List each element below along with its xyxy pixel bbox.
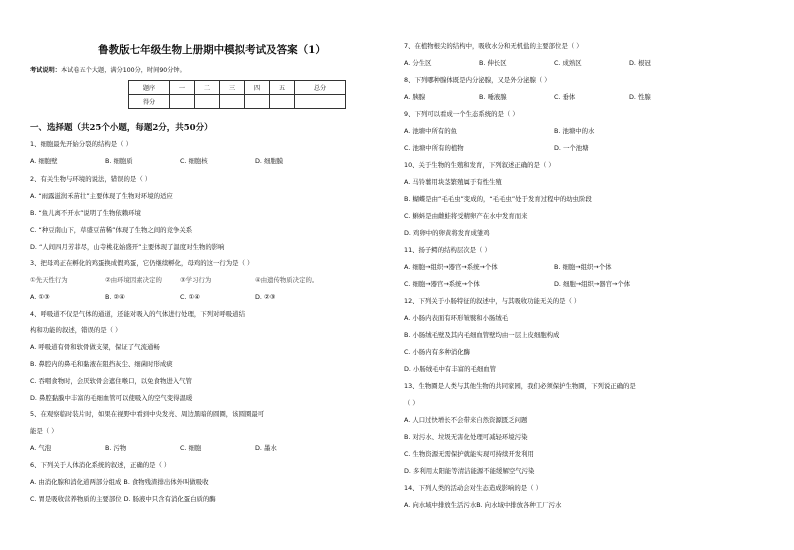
score-cell[interactable] <box>270 95 295 109</box>
option: C. ①④ <box>180 293 200 301</box>
option: D. 鼻腔黏膜中丰富的毛细血管可以使吸入的空气变得温暖 <box>30 394 193 402</box>
options-row <box>30 157 330 166</box>
option: C. 垂体 <box>554 93 576 101</box>
option: A. ①③ <box>30 293 50 301</box>
score-header-cell: 一 <box>170 81 195 95</box>
options-row <box>404 93 704 102</box>
option: D. “人间四月芳菲尽，山寺桃花始盛开”主要体现了温度对生物的影响 <box>30 243 225 251</box>
question: 8、下列哪种腺体既是内分泌腺，又是外分泌腺（ ） <box>404 76 551 84</box>
option: C. 吞咽食物时，会厌软骨会遮住喉口，以免食物进入气管 <box>30 377 192 385</box>
option: D. 一个池塘 <box>554 144 589 152</box>
score-header-cell: 三 <box>220 81 245 95</box>
question: 6、下列关于人体消化系统的叙述，正确的是（ ） <box>30 461 171 469</box>
options-row <box>30 444 330 453</box>
score-cell[interactable] <box>220 95 245 109</box>
option: C. 成熟区 <box>554 59 582 67</box>
option: B. 小肠绒毛壁及其内毛细血管壁均由一层上皮细胞构成 <box>404 331 560 339</box>
option: D. 鸡卵中的卵黄将发育成雏鸡 <box>404 229 490 237</box>
score-cell[interactable] <box>170 95 195 109</box>
option: ②由环境因素决定的 <box>105 276 162 284</box>
option: B. 唾液腺 <box>479 93 507 101</box>
option: A. 细胞壁 <box>30 157 58 165</box>
option: D. 性腺 <box>629 93 651 101</box>
option: C. 细胞 <box>180 444 202 452</box>
option: A. 胰腺 <box>404 93 426 101</box>
option: ③学习行为 <box>180 276 212 284</box>
option: B. 鼻腔内的鼻毛和黏液在阻挡灰尘、细菌时形成痰 <box>30 360 173 368</box>
option: A. 分生区 <box>404 59 432 67</box>
option: A. 气泡 <box>30 444 52 452</box>
note-text: 本试卷五个大题，满分100分，时间90分钟。 <box>60 67 186 74</box>
options-row <box>404 127 704 136</box>
option: B. 细胞质 <box>105 157 133 165</box>
note-label: 考试说明： <box>30 67 61 74</box>
question: 14、下列人类的活动会对生态造成影响的是（ ） <box>404 484 542 492</box>
question: 2、有关生物与环境的说法，错误的是（ ） <box>30 175 152 183</box>
options-row <box>404 280 704 289</box>
option: C. 细胞核 <box>180 157 208 165</box>
option: B. 伸长区 <box>479 59 507 67</box>
option: D. 根冠 <box>629 59 651 67</box>
score-cell[interactable] <box>245 95 270 109</box>
question: 7、在植物根尖的结构中，吸收水分和无机盐的主要部位是（ ） <box>404 42 583 50</box>
question-continued: （ ） <box>404 399 419 407</box>
option: A. 呼吸道有骨和软骨做支架，保证了气流通畅 <box>30 343 160 351</box>
option: B. ②④ <box>105 293 125 301</box>
score-header-cell: 题序 <box>129 81 170 95</box>
score-header-cell: 五 <box>270 81 295 95</box>
options-row <box>404 263 704 272</box>
question: 13、生物圈是人类与其他生物的共同家园，我们必须保护生物圈，下列说正确的是 <box>404 382 636 390</box>
question-continued: 能是（ ） <box>30 427 58 435</box>
options-row <box>30 276 330 285</box>
section-heading: 一、选择题（共25个小题，每题2分，共50分） <box>30 123 213 133</box>
options-row <box>404 144 704 153</box>
option: C. 生物资源无需保护就能实现可持续开发利用 <box>404 450 534 458</box>
option: D. 小肠绒毛中有丰富的毛细血管 <box>404 365 497 373</box>
option: ④由遗传物质决定的。 <box>255 276 319 284</box>
option: A. “雨露滋润禾苗壮”主要体现了生物对环境的适应 <box>30 192 173 200</box>
option: B. 污物 <box>105 444 127 452</box>
option: C. 小肠内有多种消化酶 <box>404 348 471 356</box>
score-cell[interactable] <box>295 95 346 109</box>
score-table <box>128 80 346 109</box>
option: B. 蝴蝶是由“毛毛虫”变成的，“毛毛虫”处于发育过程中的幼虫阶段 <box>404 195 592 203</box>
option: A. 由消化腺和消化道两部分组成 B. 食物残渣排出体外叫做吸收 <box>30 478 209 486</box>
option: A. 向水域中排放生活污水B. 向水域中排放各种工厂污水 <box>404 501 562 509</box>
question: 3、把母鸡正在孵化的鸡蛋换成假鸡蛋，它仍继续孵化，母鸡的这一行为是（ ） <box>30 259 254 267</box>
option: C. 池塘中所有的植物 <box>404 144 464 152</box>
score-row-label: 得分 <box>129 95 170 109</box>
score-header-cell: 四 <box>245 81 270 95</box>
option: A. 小肠内表面有环形皱襞和小肠绒毛 <box>404 314 509 322</box>
score-cell[interactable] <box>195 95 220 109</box>
option: C. 蝌蚪是由雌蛙将受精卵产在水中发育而来 <box>404 212 528 220</box>
question: 1、细胞最先开始分裂的结构是（ ） <box>30 140 132 148</box>
option: B. 池塘中的水 <box>554 127 595 135</box>
question: 9、下列可以看成一个生态系统的是（ ） <box>404 110 519 118</box>
option: C. 胃是吸收营养物质的主要部位 D. 肠液中只含有消化蛋白质的酶 <box>30 495 216 503</box>
option: D. 细胞→组织→器官→个体 <box>554 280 631 288</box>
question: 5、在观察临时装片时，如果在视野中看到中央发亮、周边黑暗的圆圈，该圆圈最可 <box>30 410 265 418</box>
page-title: 鲁教版七年级生物上册期中模拟考试及答案（1） <box>98 44 326 56</box>
option: D. ②③ <box>255 293 276 301</box>
option: A. 细胞→组织→器官→系统→个体 <box>404 263 498 271</box>
option: C. 细胞→器官→系统→个体 <box>404 280 480 288</box>
question-continued: 构和功能的叙述，错误的是（ ） <box>30 326 122 334</box>
option: D. 细胞膜 <box>255 157 284 165</box>
option: A. 池塘中所有的鱼 <box>404 127 458 135</box>
question: 10、关于生物的生殖和发育，下列叙述正确的是（ ） <box>404 161 555 169</box>
question: 11、扬子鳄的结构层次是（ ） <box>404 246 491 254</box>
option: B. 细胞→组织→个体 <box>554 263 612 271</box>
option: C. “种豆南山下，草盛豆苗稀”体现了生物之间的竞争关系 <box>30 226 193 234</box>
score-header-cell: 二 <box>195 81 220 95</box>
question: 4、呼吸道不仅是气体的通道，还能对吸入的气体进行处理，下列对呼吸道结 <box>30 310 245 318</box>
option: A. 人口过快增长不会带来自然资源匮乏问题 <box>404 416 528 424</box>
option: ①先天性行为 <box>30 276 68 284</box>
option: D. 多利用太阳能等清洁能源不能缓解空气污染 <box>404 467 535 475</box>
option: B. 对污水、垃圾无害化处理可减轻环境污染 <box>404 433 528 441</box>
exam-note <box>30 65 186 74</box>
score-header-cell: 总分 <box>295 81 346 95</box>
option: A. 马铃薯用块茎繁殖属于有性生殖 <box>404 178 502 186</box>
options-row <box>30 293 330 302</box>
options-row <box>404 59 704 68</box>
question: 12、下列关于小肠特征的叙述中，与其吸收功能无关的是（ ） <box>404 297 581 305</box>
option: B. “鱼儿离不开水”说明了生物依赖环境 <box>30 209 141 217</box>
option: D. 墨水 <box>255 444 277 452</box>
